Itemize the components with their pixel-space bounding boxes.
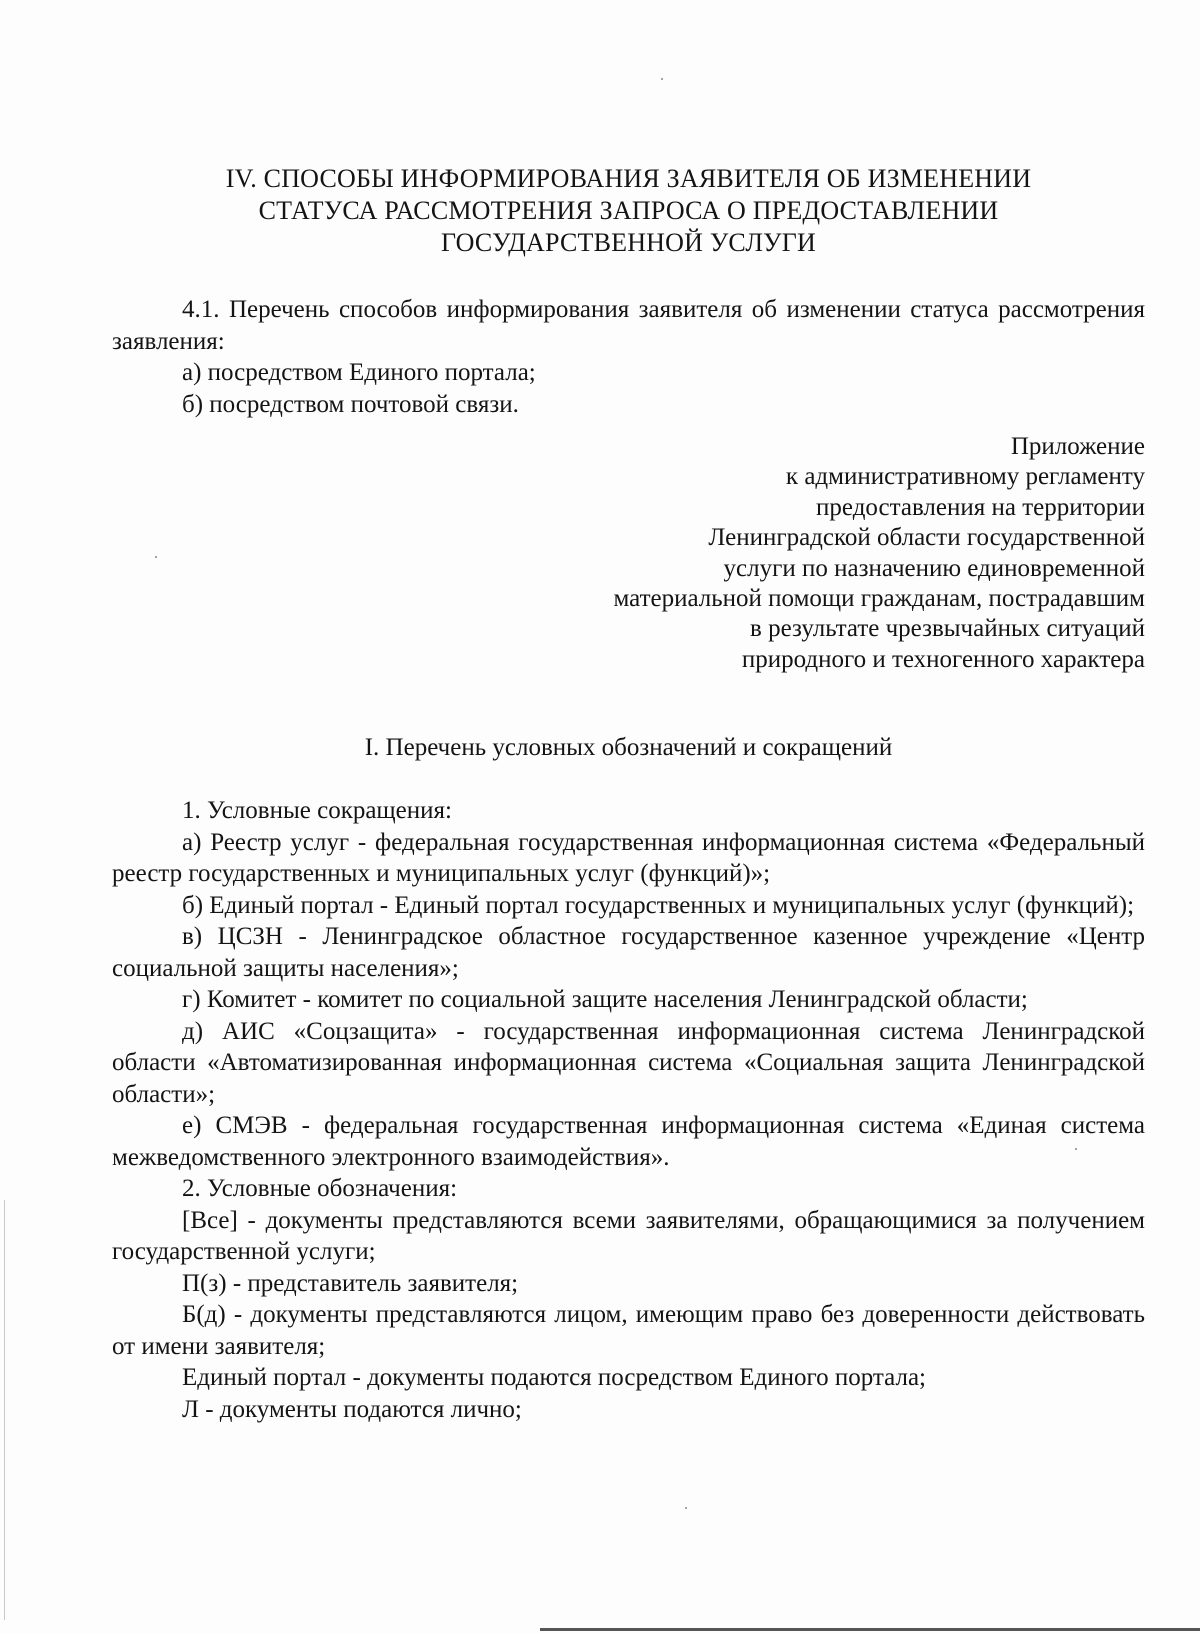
section-4-title-line-3: ГОСУДАРСТВЕННОЙ УСЛУГИ bbox=[441, 228, 816, 257]
symbol-without-proxy: Б(д) - документы представляются лицом, имеющим право без доверенности действовать от имени заявителя; bbox=[112, 1301, 1145, 1360]
appendix-line-7: в результате чрезвычайных ситуаций bbox=[750, 615, 1145, 643]
list-item-b: б) посредством почтовой связи. bbox=[182, 390, 519, 418]
abbreviations-heading: 1. Условные сокращения: bbox=[182, 797, 452, 824]
section-1-title: I. Перечень условных обозначений и сокращений bbox=[364, 734, 893, 761]
abbreviation-v: в) ЦСЗН - Ленинградское областное государственное казенное учреждение «Центр социальной защиты населения»; bbox=[112, 923, 1145, 982]
abbreviation-d: д) АИС «Соцзащита» - государственная информационная система Ленинградской области «Автоматизированная информационная система «Социальная защита Ленинградской области»; bbox=[112, 1017, 1145, 1108]
scan-speck bbox=[1075, 1148, 1077, 1150]
symbols-heading: 2. Условные обозначения: bbox=[182, 1175, 458, 1202]
appendix-line-2: к административному регламенту bbox=[785, 463, 1145, 491]
appendix-line-4: Ленинградской области государственной bbox=[708, 524, 1145, 552]
abbreviation-g: г) Комитет - комитет по социальной защите населения Ленинградской области; bbox=[182, 986, 1028, 1013]
section-1-body bbox=[112, 795, 1145, 1425]
appendix-line-1: Приложение bbox=[1010, 433, 1145, 460]
symbol-all: [Все] - документы представляются всеми заявителями, обращающимися за получением государственной услуги; bbox=[112, 1206, 1145, 1265]
appendix-header bbox=[613, 432, 1145, 675]
symbol-portal: Единый портал - документы подаются посредством Единого портала; bbox=[182, 1364, 926, 1391]
section-4-body bbox=[112, 294, 1145, 420]
scan-speck bbox=[661, 78, 663, 80]
section-4-title bbox=[112, 163, 1145, 259]
paragraph-4-1: 4.1. Перечень способов информирования заявителя об изменении статуса рассмотрения заявления: bbox=[112, 296, 1145, 355]
scan-speck bbox=[155, 556, 157, 558]
scan-speck bbox=[685, 1507, 687, 1509]
symbol-representative: П(з) - представитель заявителя; bbox=[182, 1269, 519, 1297]
appendix-line-5: услуги по назначению единовременной bbox=[723, 554, 1145, 582]
abbreviation-e: е) СМЭВ - федеральная государственная информационная система «Единая система межведомственного электронного взаимодействия». bbox=[112, 1112, 1145, 1171]
scan-bottom-edge bbox=[540, 1628, 1200, 1631]
appendix-line-8: природного и техногенного характера bbox=[741, 645, 1145, 673]
scan-edge-line bbox=[4, 1200, 5, 1620]
appendix-line-3: предоставления на территории bbox=[816, 493, 1145, 521]
section-4-title-line-1: IV. СПОСОБЫ ИНФОРМИРОВАНИЯ ЗАЯВИТЕЛЯ ОБ ИЗМЕНЕНИИ bbox=[225, 164, 1032, 193]
abbreviation-b: б) Единый портал - Единый портал государственных и муниципальных услуг (функций); bbox=[182, 891, 1135, 919]
appendix-line-6: материальной помощи гражданам, пострадавшим bbox=[613, 585, 1145, 613]
symbol-in-person: Л - документы подаются лично; bbox=[182, 1395, 522, 1423]
abbreviation-a: а) Реестр услуг - федеральная государственная информационная система «Федеральный реестр государственных и муниципальных услуг (функций)»; bbox=[112, 828, 1145, 887]
list-item-a: а) посредством Единого портала; bbox=[182, 359, 536, 386]
section-4-title-line-2: СТАТУСА РАССМОТРЕНИЯ ЗАПРОСА О ПРЕДОСТАВЛЕНИИ bbox=[258, 196, 999, 225]
